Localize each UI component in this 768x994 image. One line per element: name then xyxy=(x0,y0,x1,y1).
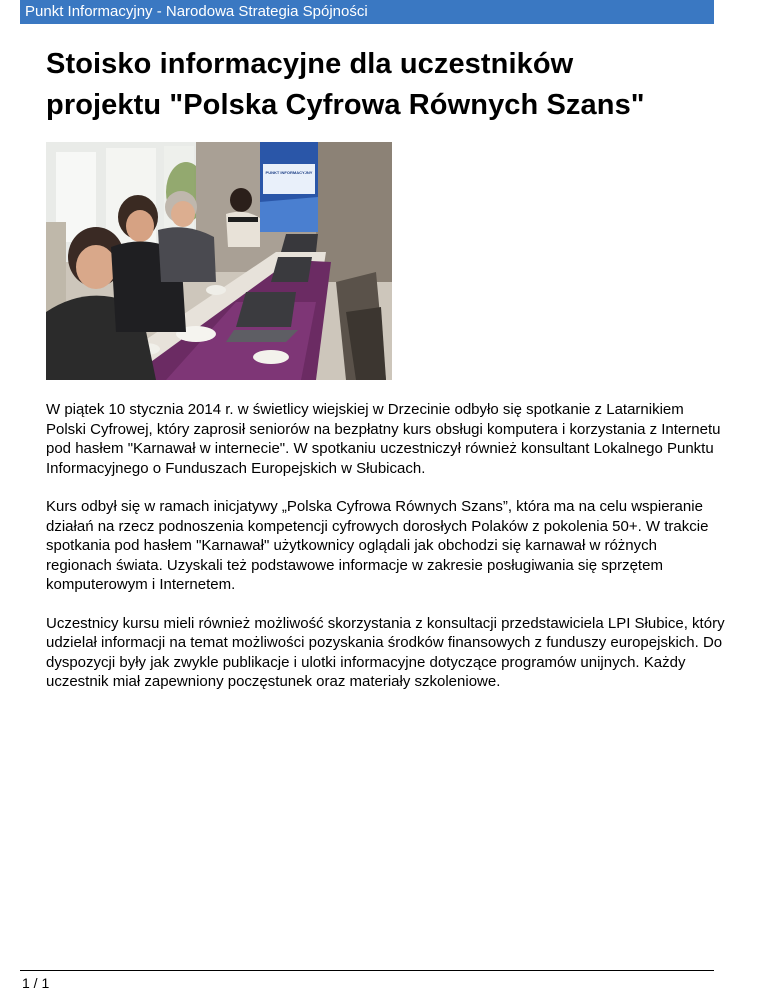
article-paragraph-2: Kurs odbył się w ramach inicjatywy „Polska Cyfrowa Równych Szans”, która ma na celu wspieranie działań na rzecz podnoszenia kompetencji cyfrowych dorosłych Polaków z pokolenia 50+. W trakcie spotkania pod hasłem "Karnawał" użytkownicy oglądali jak obchodzi się karnawał w różnych regionach świata. Uzyskali też podstawowe informacje w zakresie posługiwania się sprzętem komputerowym i Internetem. xyxy=(46,498,709,593)
banner-text: PUNKT INFORMACYJNY xyxy=(265,170,313,175)
article-paragraph-3: Uczestnicy kursu mieli również możliwość skorzystania z konsultacji przedstawiciela LPI Słubice, który udzielał informacji na temat możliwości pozyskania środków finansowych z funduszy europejskich. Do dyspozycji były jak zwykle publikacje i ulotki informacyjne dotyczące programów unijnych. Każdy uczestnik miał zapewniony poczęstunek oraz materiały szkoleniowe. xyxy=(46,614,725,690)
site-title: Punkt Informacyjny - Narodowa Strategia Spójności xyxy=(25,3,368,20)
article-paragraph-1: W piątek 10 stycznia 2014 r. w świetlicy wiejskiej w Drzecinie odbyło się spotkanie z Latarnikiem Polski Cyfrowej, który zaprosił seniorów na bezpłatny kurs obsługi komputera i korzystania z Internetu pod hasłem "Karnawał w internecie". W spotkaniu uczestniczył również konsultant Lokalnego Punktu Informacyjnego o Funduszach Europejskich w Słubicach. xyxy=(46,401,721,477)
article-body xyxy=(46,400,726,711)
page-number: 1 / 1 xyxy=(22,975,50,991)
footer-divider xyxy=(20,970,714,971)
article-title xyxy=(46,44,716,126)
article-title-line-2: projektu "Polska Cyfrowa Równych Szans" xyxy=(46,89,645,121)
article-photo xyxy=(46,142,392,380)
banner-stand xyxy=(260,142,318,232)
header-bar xyxy=(20,0,714,24)
article-title-line-1: Stoisko informacyjne dla uczestników xyxy=(46,48,574,80)
